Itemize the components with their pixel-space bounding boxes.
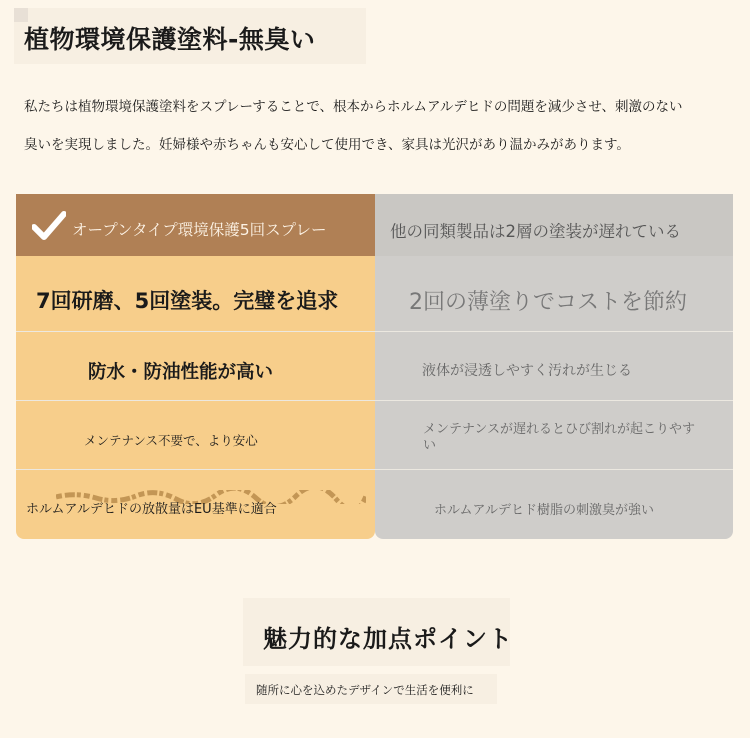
our-feature-polishing: 7回研磨、5回塗装。完璧を追求 — [36, 289, 339, 313]
page-title: 植物環境保護塗料-無臭い — [24, 25, 316, 54]
comparison-table — [16, 194, 733, 539]
row-divider — [16, 469, 733, 470]
other-feature-thin-coat: 2回の薄塗りでコストを節約 — [409, 290, 687, 315]
intro-paragraph — [24, 88, 750, 164]
other-products-header-label: 他の同類製品は2層の塗装が遅れている — [390, 222, 681, 241]
row-divider — [16, 400, 733, 401]
other-feature-stains: 液体が浸透しやすく汚れが生じる — [422, 363, 632, 379]
our-feature-waterproof: 防水・防油性能が高い — [88, 362, 274, 383]
our-feature-eu-standard: ホルムアルデヒドの放散量はEU基準に適合 — [26, 502, 277, 517]
section-subtitle: 随所に心を込めたデザインで生活を便利に — [256, 683, 474, 697]
intro-line-1: 私たちは植物環境保護塗料をスプレーすることで、根本からホルムアルデヒドの問題を減少させ、刺激のない — [24, 99, 683, 115]
checkmark-icon — [32, 211, 66, 241]
row-divider — [16, 331, 733, 332]
other-feature-odor: ホルムアルデヒド樹脂の刺激臭が強い — [434, 503, 654, 518]
our-product-header-label: オープンタイプ環境保護5回スプレー — [72, 221, 327, 239]
intro-line-2: 臭いを実現しました。妊婦様や赤ちゃんも安心して使用でき、家具は光沢があり温かみがあります。 — [24, 137, 630, 153]
other-feature-cracks: メンテナンスが遅れるとひび割れが起こりやすい — [423, 422, 695, 453]
section-title: 魅力的な加点ポイント — [263, 625, 513, 653]
our-feature-maintenance: メンテナンス不要で、より安心 — [84, 433, 258, 448]
